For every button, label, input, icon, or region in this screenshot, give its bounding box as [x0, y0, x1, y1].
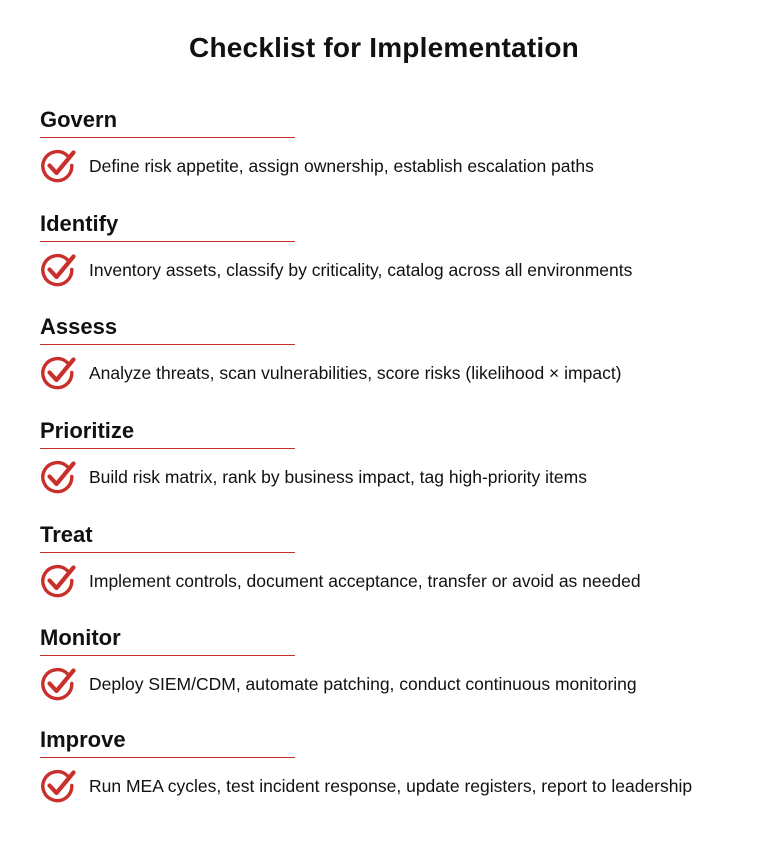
section-improve	[40, 726, 760, 804]
section-divider	[40, 552, 295, 553]
checkmark-circle-icon	[40, 768, 76, 804]
section-heading: Assess	[40, 314, 118, 339]
section-divider	[40, 757, 295, 758]
checkmark-circle-icon	[40, 563, 76, 599]
section-assess	[40, 313, 760, 391]
section-identify	[40, 210, 760, 288]
checklist-item-text: Implement controls, document acceptance, transfer or avoid as needed	[89, 571, 641, 591]
section-heading: Monitor	[40, 625, 121, 650]
section-heading: Treat	[40, 522, 93, 547]
section-govern	[40, 106, 760, 184]
checklist-item-text: Deploy SIEM/CDM, automate patching, conduct continuous monitoring	[89, 674, 637, 694]
checklist-item-text: Inventory assets, classify by criticality, catalog across all environments	[89, 260, 633, 280]
section-divider	[40, 655, 295, 656]
checkmark-circle-icon	[40, 148, 76, 184]
checklist-item-text: Analyze threats, scan vulnerabilities, score risks (likelihood × impact)	[89, 363, 622, 383]
checklist-item	[40, 459, 760, 495]
checklist-item	[40, 563, 760, 599]
checkmark-circle-icon	[40, 355, 76, 391]
checklist-item	[40, 355, 760, 391]
section-divider	[40, 241, 295, 242]
checkmark-circle-icon	[40, 252, 76, 288]
checklist-item	[40, 666, 760, 702]
checkmark-circle-icon	[40, 459, 76, 495]
section-heading: Prioritize	[40, 418, 135, 443]
section-prioritize	[40, 417, 760, 495]
page-title: Checklist for Implementation	[189, 32, 579, 63]
checklist-item	[40, 252, 760, 288]
checklist-item-text: Define risk appetite, assign ownership, establish escalation paths	[89, 156, 594, 176]
section-divider	[40, 448, 295, 449]
checklist-item	[40, 768, 760, 804]
section-heading: Improve	[40, 727, 126, 752]
section-divider	[40, 137, 295, 138]
section-heading: Govern	[40, 107, 118, 132]
checklist-item-text: Build risk matrix, rank by business impact, tag high-priority items	[89, 467, 587, 487]
checklist-item	[40, 148, 760, 184]
section-monitor	[40, 624, 760, 702]
section-heading: Identify	[40, 211, 119, 236]
section-divider	[40, 344, 295, 345]
checkmark-circle-icon	[40, 666, 76, 702]
section-treat	[40, 521, 760, 599]
checklist-item-text: Run MEA cycles, test incident response, update registers, report to leadership	[89, 776, 693, 796]
